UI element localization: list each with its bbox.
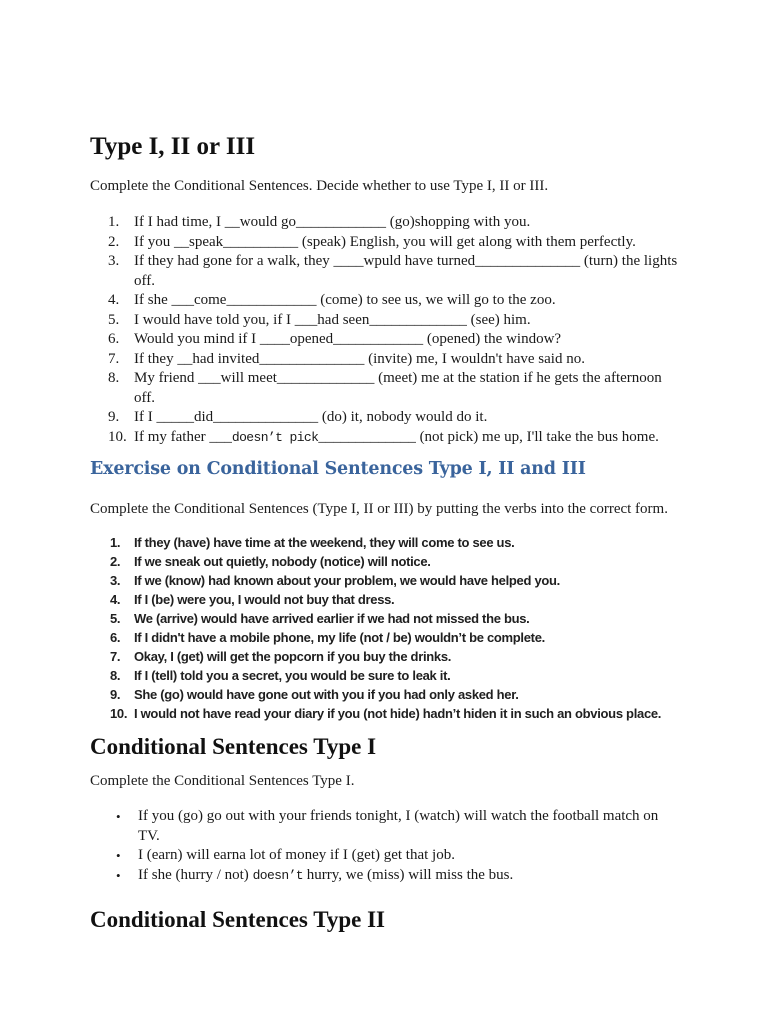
list-item — [108, 311, 682, 331]
list-item — [108, 408, 682, 428]
list-item-text — [134, 666, 682, 685]
text-segment: We (arrive) would have arrived earlier if we had not missed the bus. — [134, 611, 530, 626]
text-segment: If I had time, I __would go____________ (go)shopping with you. — [134, 214, 531, 230]
list-item — [108, 350, 682, 370]
number-marker: 3. — [110, 573, 121, 588]
number-marker: 10. — [110, 706, 128, 721]
text-segment: She (go) would have gone out with you if you had only asked her. — [134, 687, 519, 702]
number-marker: 1. — [110, 535, 121, 550]
mixed-exercise-list — [90, 213, 682, 447]
text-segment: If they (have) have time at the weekend, they will come to see us. — [134, 535, 515, 550]
list-item — [108, 291, 682, 311]
number-marker: 9. — [108, 409, 120, 425]
list-item-text — [134, 428, 682, 448]
text-segment: I would not have read your diary if you (not hide) hadn’t hiden it in such an obvious place. — [134, 706, 662, 721]
list-item — [110, 704, 682, 723]
list-item-text — [134, 590, 682, 609]
text-segment: hurry, we (miss) will miss the bus. — [302, 866, 514, 883]
list-item — [108, 233, 682, 253]
list-item-text — [134, 552, 682, 571]
text-segment: If we sneak out quietly, nobody (notice) will notice. — [134, 554, 431, 569]
number-marker: 7. — [108, 350, 120, 367]
text-segment: If she (hurry / not) — [138, 866, 253, 883]
list-item — [110, 552, 682, 571]
exercise-intro-text: Complete the Conditional Sentences (Type I, II or III) by putting the verbs into the correct form. — [90, 501, 668, 517]
list-item — [108, 252, 682, 291]
exercise-section-heading: Exercise on Conditional Sentences Type I, II and III — [90, 459, 586, 479]
list-item-text — [134, 233, 682, 253]
list-item — [116, 846, 682, 866]
bullet-marker: • — [116, 809, 121, 824]
number-marker: 4. — [110, 592, 121, 607]
list-item-text — [134, 571, 682, 590]
exercise-list — [90, 533, 682, 723]
bullet-marker: • — [116, 848, 121, 863]
typed-answer: doesn’t — [252, 867, 303, 883]
list-item-text — [138, 807, 682, 846]
list-item — [108, 330, 682, 350]
list-item-text — [134, 291, 682, 311]
typed-answer: doesn’t pick — [231, 429, 319, 445]
list-item-text — [134, 533, 682, 552]
list-item-text — [134, 408, 682, 428]
text-segment: If you __speak__________ (speak) English, you will get along with them perfectly. — [134, 233, 636, 250]
number-marker: 8. — [108, 370, 120, 386]
bullet-marker: • — [116, 867, 121, 883]
number-marker: 6. — [108, 331, 120, 347]
number-marker: 5. — [108, 311, 120, 328]
text-segment: If I (tell) told you a secret, you would be sure to leak it. — [134, 668, 451, 683]
list-item — [110, 571, 682, 590]
text-segment: Would you mind if I ____opened____________ (opened) the window? — [134, 331, 562, 347]
mixed-intro-text: Complete the Conditional Sentences. Decide whether to use Type I, II or III. — [90, 178, 549, 194]
text-segment: My friend ___will meet_____________ (meet) me at the station if he gets the afternoon off. — [134, 370, 662, 406]
text-segment: Okay, I (get) will get the popcorn if you buy the drinks. — [134, 649, 452, 664]
list-item-text — [134, 213, 682, 233]
type1-intro-text: Complete the Conditional Sentences Type I. — [90, 773, 355, 789]
number-marker: 8. — [110, 668, 121, 683]
type1-heading: Conditional Sentences Type I — [90, 734, 377, 759]
list-item-text — [134, 647, 682, 666]
text-segment: I would have told you, if I ___had seen_____________ (see) him. — [134, 311, 531, 328]
text-segment: If they __had invited______________ (invite) me, I wouldn't have said no. — [134, 350, 585, 367]
number-marker: 10. — [108, 428, 127, 445]
text-segment: If she ___come____________ (come) to see us, we will go to the zoo. — [134, 292, 556, 308]
list-item-text — [134, 311, 682, 331]
list-item — [110, 666, 682, 685]
text-segment: If we (know) had known about your problem, we would have helped you. — [134, 573, 560, 588]
type2-heading: Conditional Sentences Type II — [90, 907, 386, 932]
number-marker: 9. — [110, 687, 121, 702]
type1-bullet-list — [90, 807, 682, 885]
list-item — [110, 647, 682, 666]
number-marker: 4. — [108, 292, 120, 308]
number-marker: 7. — [110, 649, 121, 664]
list-item — [108, 213, 682, 233]
list-item-text — [134, 330, 682, 350]
list-item-text — [134, 704, 682, 723]
list-item — [108, 369, 682, 408]
list-item — [110, 609, 682, 628]
list-item — [116, 866, 682, 886]
text-segment: If I (be) were you, I would not buy that dress. — [134, 592, 395, 607]
text-segment: If you (go) go out with your friends tonight, I (watch) will watch the football match on TV. — [138, 808, 659, 844]
text-segment: _____________ (not pick) me up, I'll take the bus home. — [318, 428, 659, 445]
list-item-text — [134, 350, 682, 370]
text-segment: If I didn't have a mobile phone, my life (not / be) wouldn’t be complete. — [134, 630, 545, 645]
list-item — [110, 628, 682, 647]
number-marker: 2. — [108, 233, 120, 250]
list-item-text — [134, 685, 682, 704]
text-segment: If I _____did______________ (do) it, nobody would do it. — [134, 409, 488, 425]
text-segment: If my father ___ — [134, 428, 232, 445]
text-segment: I (earn) will earna lot of money if I (get) get that job. — [138, 847, 455, 863]
list-item — [110, 590, 682, 609]
list-item — [110, 685, 682, 704]
list-item-text — [134, 252, 682, 291]
number-marker: 5. — [110, 611, 121, 626]
list-item — [116, 807, 682, 846]
list-item-text — [138, 846, 682, 866]
list-item — [110, 533, 682, 552]
number-marker: 3. — [108, 253, 120, 269]
text-segment: If they had gone for a walk, they ____wpuld have turned______________ (turn) the lights off. — [134, 253, 678, 289]
number-marker: 1. — [108, 214, 120, 230]
page-title: Type I, II or III — [90, 133, 256, 160]
list-item-text — [134, 628, 682, 647]
list-item-text — [138, 866, 682, 886]
list-item-text — [134, 369, 682, 408]
list-item-text — [134, 609, 682, 628]
list-item — [108, 428, 682, 448]
number-marker: 2. — [110, 554, 121, 569]
number-marker: 6. — [110, 630, 121, 645]
